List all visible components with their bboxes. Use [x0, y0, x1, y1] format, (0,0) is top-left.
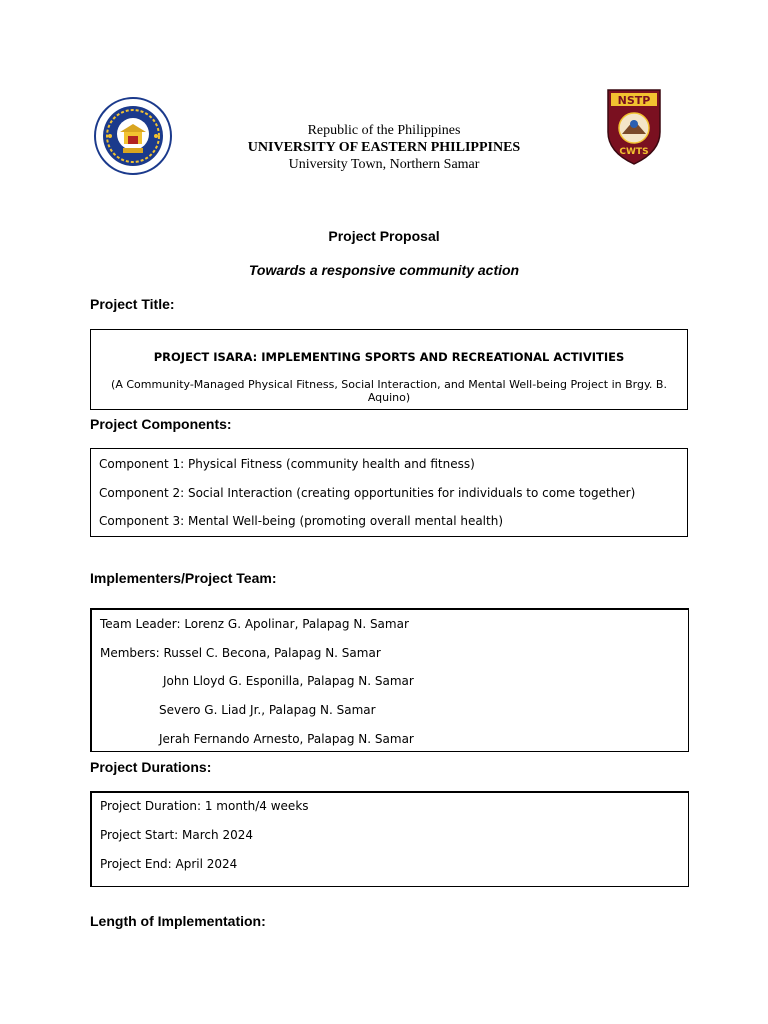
team-member: John Lloyd G. Esponilla, Palapag N. Samar	[163, 674, 414, 688]
team-member: Jerah Fernando Arnesto, Palapag N. Samar	[159, 732, 414, 746]
team-members: Members: Russel C. Becona, Palapag N. Samar	[100, 646, 381, 660]
project-team-label: Implementers/Project Team:	[90, 570, 277, 586]
duration-item: Project End: April 2024	[100, 857, 238, 871]
project-title-label: Project Title:	[90, 296, 175, 312]
duration-item: Project Start: March 2024	[100, 828, 253, 842]
university-name: UNIVERSITY OF EASTERN PHILIPPINES	[247, 140, 521, 155]
proposal-tagline: Towards a responsive community action	[248, 262, 520, 278]
project-components-label: Project Components:	[90, 416, 232, 432]
duration-item: Project Duration: 1 month/4 weeks	[100, 799, 309, 813]
components-box	[90, 448, 688, 537]
letterhead	[184, 122, 584, 173]
project-title-box	[90, 329, 688, 410]
badge-top-text: NSTP	[617, 94, 651, 107]
component-item: Component 2: Social Interaction (creating opportunities for individuals to come together)	[99, 486, 636, 500]
project-title-subtitle: (A Community-Managed Physical Fitness, Social Interaction, and Mental Well-being Project in Brgy. B. Aquino)	[111, 378, 667, 404]
length-of-implementation-label: Length of Implementation:	[90, 913, 266, 929]
project-title-main: PROJECT ISARA: IMPLEMENTING SPORTS AND RECREATIONAL ACTIVITIES	[153, 350, 625, 364]
nstp-cwts-badge-logo	[604, 86, 664, 166]
durations-box	[90, 791, 689, 887]
component-item: Component 1: Physical Fitness (community health and fitness)	[99, 457, 475, 471]
proposal-heading: Project Proposal	[328, 228, 440, 244]
team-box	[90, 608, 689, 752]
project-durations-label: Project Durations:	[90, 759, 212, 775]
badge-bottom-text: CWTS	[619, 147, 649, 157]
team-member: Severo G. Liad Jr., Palapag N. Samar	[159, 703, 376, 717]
university-address: University Town, Northern Samar	[288, 157, 480, 172]
university-seal-logo	[90, 96, 176, 176]
team-leader: Team Leader: Lorenz G. Apolinar, Palapag N. Samar	[100, 617, 409, 631]
component-item: Component 3: Mental Well-being (promoting overall mental health)	[99, 514, 504, 528]
republic-line: Republic of the Philippines	[307, 123, 461, 138]
